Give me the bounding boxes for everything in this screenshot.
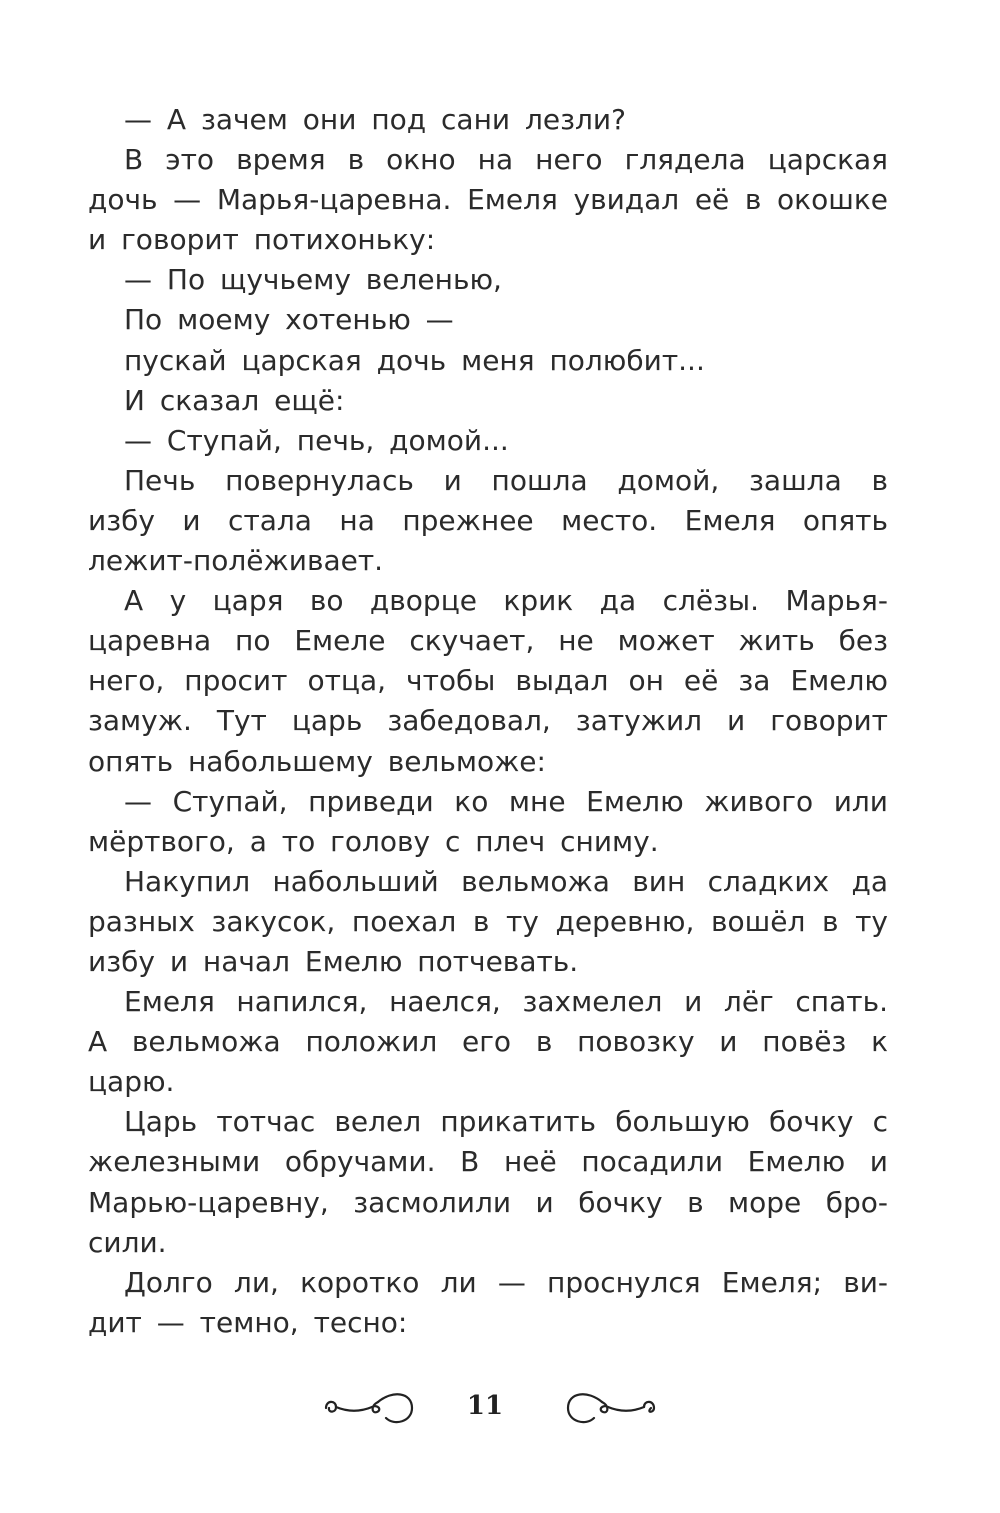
text-line: И сказал ещё: <box>124 383 345 417</box>
text-line: него, просит отца, чтобы выдал он её за Емелю <box>88 664 888 698</box>
text-line: — Ступай, печь, домой... <box>124 423 509 457</box>
text-line: железными обручами. В неё посадили Емелю и <box>88 1145 888 1179</box>
text-line: — А зачем они под сани лезли? <box>124 103 626 136</box>
right-flourish-ornament-icon <box>560 1378 660 1434</box>
text-line: Долго ли, коротко ли — проснулся Емеля; ви- <box>124 1265 888 1299</box>
page-body-text <box>88 100 888 1343</box>
text-line: избу и начал Емелю потчевать. <box>88 944 579 978</box>
text-line: разных закусок, поехал в ту деревню, вошёл в ту <box>88 904 888 938</box>
text-line: По моему хотенью — <box>124 303 454 337</box>
text-line: царю. <box>88 1065 175 1099</box>
text-line: Марью-царевну, засмолили и бочку в море бро- <box>88 1185 888 1219</box>
text-line: опять набольшему вельможе: <box>88 744 546 778</box>
text-line: А вельможа положил его в повозку и повёз к <box>88 1025 888 1059</box>
page-number: 11 <box>466 1391 504 1421</box>
text-line: В это время в окно на него глядела царская <box>124 143 888 177</box>
text-line: дочь — Марья-царевна. Емеля увидал её в окошке <box>88 183 888 217</box>
left-flourish-ornament-icon <box>320 1378 420 1434</box>
text-line: замуж. Тут царь забедовал, затужил и говорит <box>88 704 888 738</box>
text-line: дит — темно, тесно: <box>88 1305 408 1339</box>
text-line: пускай царская дочь меня полюбит... <box>124 343 705 377</box>
text-line: Печь повернулась и пошла домой, зашла в <box>124 463 888 497</box>
text-line: Емеля напился, наелся, захмелел и лёг спать. <box>124 985 888 1019</box>
text-line: мёртвого, а то голову с плеч сниму. <box>88 824 659 858</box>
text-line: А у царя во дворце крик да слёзы. Марья- <box>124 584 888 618</box>
text-line: Накупил набольший вельможа вин сладких да <box>124 864 888 898</box>
text-line: — Ступай, приведи ко мне Емелю живого или <box>124 784 888 818</box>
text-line: лежит-полёживает. <box>88 544 384 578</box>
text-line: избу и стала на прежнее место. Емеля опять <box>88 503 888 537</box>
text-line: царевна по Емеле скучает, не может жить без <box>88 624 888 658</box>
text-line: сили. <box>88 1225 167 1259</box>
text-line: — По щучьему веленью, <box>124 263 502 297</box>
page-footer <box>0 1378 1000 1434</box>
text-line: Царь тотчас велел прикатить большую бочку с <box>124 1105 888 1139</box>
text-line: и говорит потихоньку: <box>88 223 436 257</box>
